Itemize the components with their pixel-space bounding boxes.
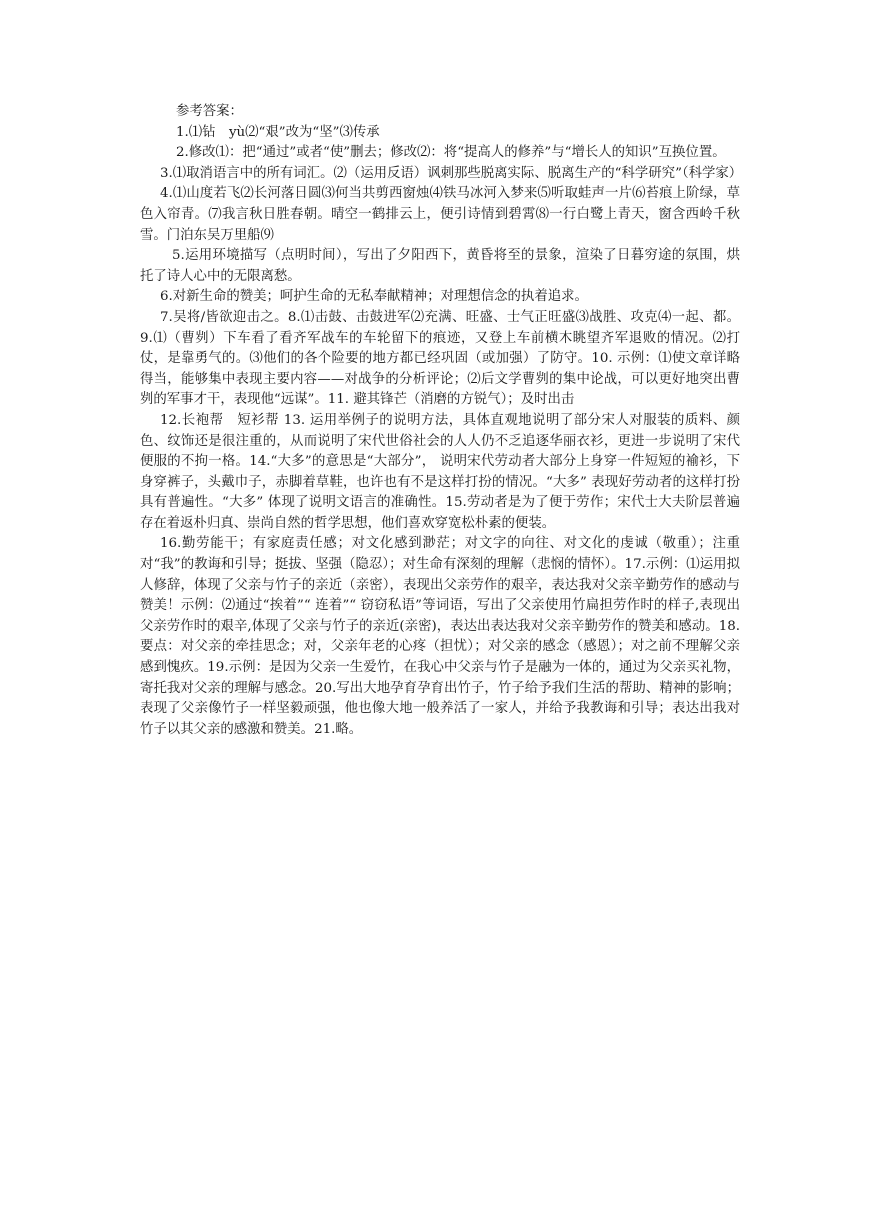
document-title: 参考答案：: [176, 104, 243, 119]
answer-paragraph-6: 6.对新生命的赞美；呵护生命的无私奉献精神；对理想信念的执着追求。: [160, 289, 588, 305]
answer-paragraph-1: 1.⑴钻 yù⑵“艰”改为“坚”⑶传承: [176, 124, 380, 140]
answer-paragraph-3: 3.⑴取消语言中的所有词汇。⑵（运用反语）讽刺那些脱离实际、脱离生产的“科学研究”（科学家）: [160, 165, 743, 181]
answer-paragraph-9: 16.勤劳能干；有家庭责任感；对文化感到渺茫；对文字的向往、对文化的虔诚（敬重）；注重对“我”的教诲和引导；挺拔、坚强（隐忍）；对生命有深刻的理解（悲悯的情怀）。17.示例：⑴运用拟人修辞，体现了父亲与竹子的亲近（亲密），表现出父亲劳作的艰辛，表达我对父亲辛勤劳作的感动与赞美！示例：⑵通过“挨着”“ 连着”“ 窃窃私语”等词语，写出了父亲使用竹扁担劳作时的样子,表现出父亲劳作时的艰辛,体现了父亲与竹子的亲近(亲密)，表达出表达我对父亲辛勤劳作的赞美和感动。18.要点：对父亲的牵挂思念；对，父亲年老的心疼（担忧）；对父亲的感念（感恩）；对之前不理解父亲感到愧疚。19.示例：是因为父亲一生爱竹，在我心中父亲与竹子是融为一体的，通过为父亲买礼物，寄托我对父亲的理解与感念。20.写出大地孕育孕育出竹子，竹子给予我们生活的帮助、精神的影响；表现了父亲像竹子一样坚毅顽强，他也像大地一般养活了一家人，并给予我教诲和引导；表达出我对竹子以其父亲的感激和赞美。21.略。: [140, 536, 740, 737]
answer-paragraph-2: 2.修改⑴：把“通过”或者“使”删去；修改⑵：将“提高人的修养”与“增长人的知识”互换位置。: [176, 145, 726, 161]
answer-paragraph-7: 7.吴将/皆欲迎击之。8.⑴击鼓、击鼓进军⑵充满、旺盛、士气正旺盛⑶战胜、攻克⑷一起、都。9.⑴（曹刿）下车看了看齐军战车的车轮留下的痕迹，又登上车前横木眺望齐军退败的情况。⑵打仗，是靠勇气的。⑶他们的各个险要的地方都已经巩固（或加强）了防守。10. 示例：⑴使文章详略得当，能够集中表现主要内容——对战争的分析评论；⑵后文学曹刿的集中论战，可以更好地突出曹刿的军事才干，表现他“远谋”。11. 避其锋芒（消磨的方锐气）；及时出击: [140, 309, 740, 408]
answer-paragraph-4: 4.⑴山度若飞⑵长河落日圆⑶何当共剪西窗烛⑷铁马冰河入梦来⑸听取蛙声一片⑹苔痕上阶绿，草色入帘青。⑺我言秋日胜春朝。晴空一鹤排云上，便引诗情到碧霄⑻一行白鹭上青天，窗含西岭千秋雪。门泊东吴万里船⑼: [140, 186, 740, 243]
answer-paragraph-8: 12.长袍帮 短衫帮 13. 运用举例子的说明方法，具体直观地说明了部分宋人对服装的质料、颜色、纹饰还是很注重的，从而说明了宋代世俗社会的人人仍不乏追逐华丽衣衫，更进一步说明了宋代便服的不拘一格。14.“大多”的意思是“大部分”， 说明宋代劳动者大部分上身穿一件短短的褕衫，下身穿裤子，头戴巾子，赤脚着草鞋，也许也有不是这样打扮的情况。“大多” 表现好劳动者的这样打扮具有普遍性。“大多” 体现了说明文语言的准确性。15.劳动者是为了便于劳作；宋代士大夫阶层普遍存在着返朴归真、崇尚自然的哲学思想，他们喜欢穿宽松朴素的便装。: [140, 412, 740, 531]
answer-paragraph-5: 5.运用环境描写（点明时间），写出了夕阳西下，黄昏将至的景象，渲染了日暮穷途的氛围，烘托了诗人心中的无限离愁。: [140, 248, 740, 284]
answer-document: [140, 102, 743, 740]
